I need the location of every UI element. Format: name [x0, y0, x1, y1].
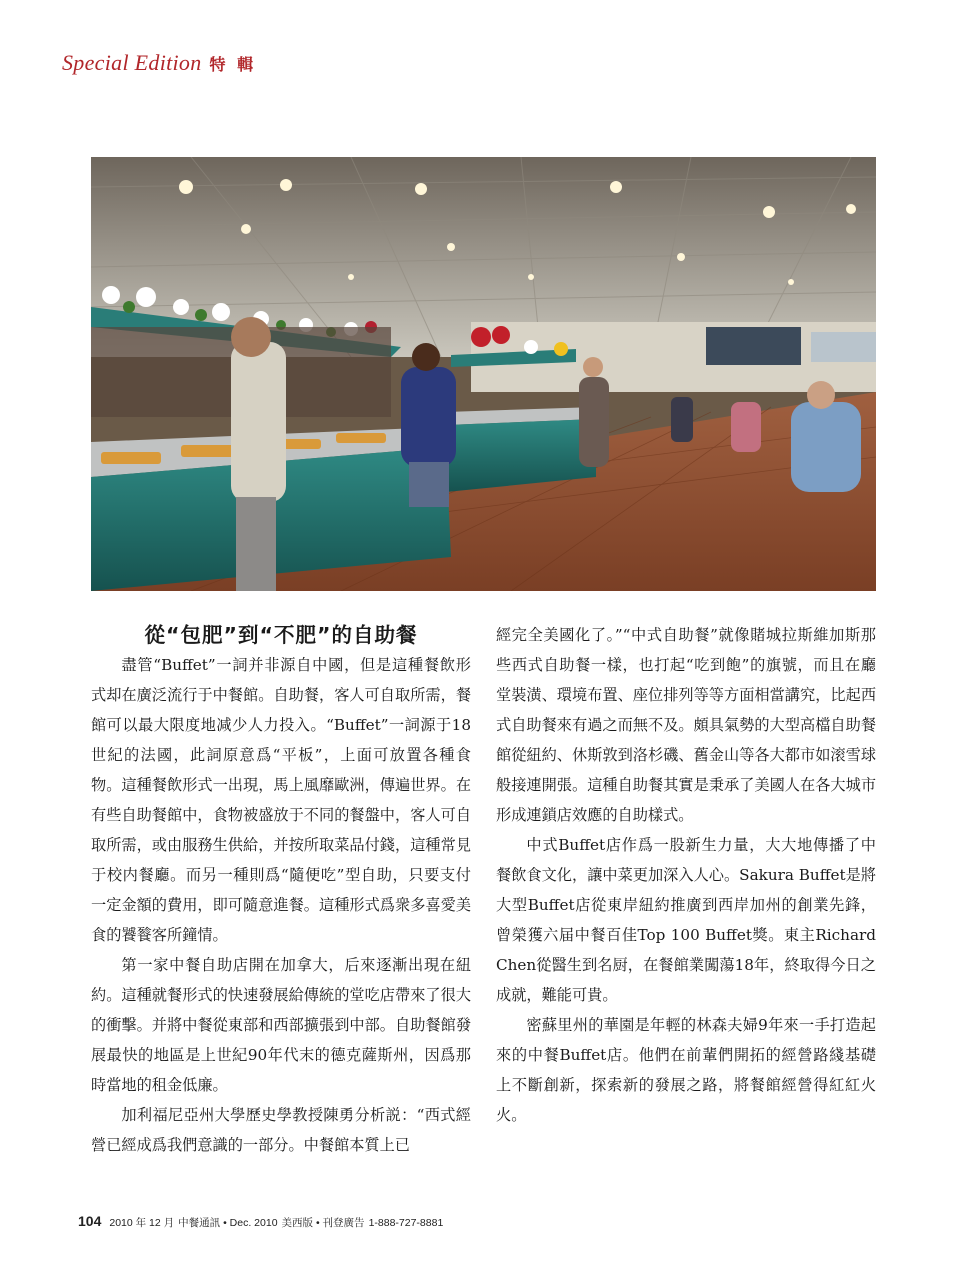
article-column-left — [91, 622, 471, 1160]
article-column-right — [496, 620, 876, 1130]
footer-phone: 1-888-727-8881 — [368, 1217, 444, 1229]
paragraph: 密蘇里州的華園是年輕的林森夫婦9年來一手打造起來的中餐Buffet店。他們在前輩們開拓的經營路綫基礎上不斷創新，探索新的發展之路，將餐館經營得紅紅火火。 — [496, 1016, 876, 1124]
paragraph: 第一家中餐自助店開在加拿大，后來逐漸出現在紐約。這種就餐形式的快速發展給傳統的堂吃店帶來了很大的衝擊。并將中餐從東部和西部擴張到中部。自助餐館發展最快的地區是上世紀90年代末的德克薩斯州，因爲那時當地的租金低廉。 — [91, 956, 471, 1094]
footer-magazine: 中餐通訊 • Dec. 2010 — [178, 1217, 278, 1229]
section-title-zh: 特 輯 — [209, 55, 257, 74]
buffet-restaurant-photo — [91, 157, 876, 591]
page-number: 104 — [78, 1213, 102, 1229]
buffet-photo-illustration — [91, 157, 876, 591]
paragraph: 中式Buffet店作爲一股新生力量，大大地傳播了中餐飲食文化，讓中菜更加深入人心。Sakura Buffet是將大型Buffet店從東岸紐約推廣到西岸加州的創業先鋒，曾榮獲六届中餐百佳Top 100 Buffet獎。東主Richard Chen從醫生到名厨，在餐館業闖蕩18年，終取得今日之成就，難能可貴。 — [496, 836, 876, 1004]
footer-edition: 美西版 • 刊登廣告 — [281, 1217, 365, 1229]
paragraph: 經完全美國化了。”“中式自助餐”就像賭城拉斯維加斯那些西式自助餐一樣，也打起“吃到飽”的旗號，而且在廳堂裝潢、環境布置、座位排列等等方面相當講究，比起西式自助餐來有過之而無不及。頗具氣勢的大型高檔自助餐館從紐約、休斯敦到洛杉磯、舊金山等各大都市如滚雪球般接連開張。這種自助餐其實是秉承了美國人在各大城市形成連鎖店效應的自助樣式。 — [496, 626, 876, 824]
section-header — [62, 50, 256, 76]
paragraph: 盡管“Buffet”一詞并非源自中國，但是這種餐飲形式却在廣泛流行于中餐館。自助餐，客人可自取所需，餐館可以最大限度地减少人力投入。“Buffet”一詞源于18世紀的法國，此詞原意爲“平板”，上面可放置各種食物。這種餐飲形式一出現，馬上風靡歐洲，傳遍世界。在有些自助餐館中，食物被盛放于不同的餐盤中，客人可自取所需，或由服務生供給，并按所取菜品付錢，這種常見于校内餐廳。而另一種則爲“隨便吃”型自助，只要支付一定金額的費用，即可隨意進餐。這種形式爲衆多喜愛美食的饕餮客所鐘情。 — [91, 656, 471, 944]
footer-date: 2010 年 12 月 — [109, 1217, 175, 1229]
article-headline: 從“包肥”到“不肥”的自助餐 — [144, 623, 418, 647]
section-title-en: Special Edition — [62, 50, 202, 75]
paragraph: 加利福尼亞州大學歷史學教授陳勇分析説：“西式經營已經成爲我們意識的一部分。中餐館本質上已 — [91, 1106, 471, 1154]
page-footer — [78, 1213, 443, 1230]
